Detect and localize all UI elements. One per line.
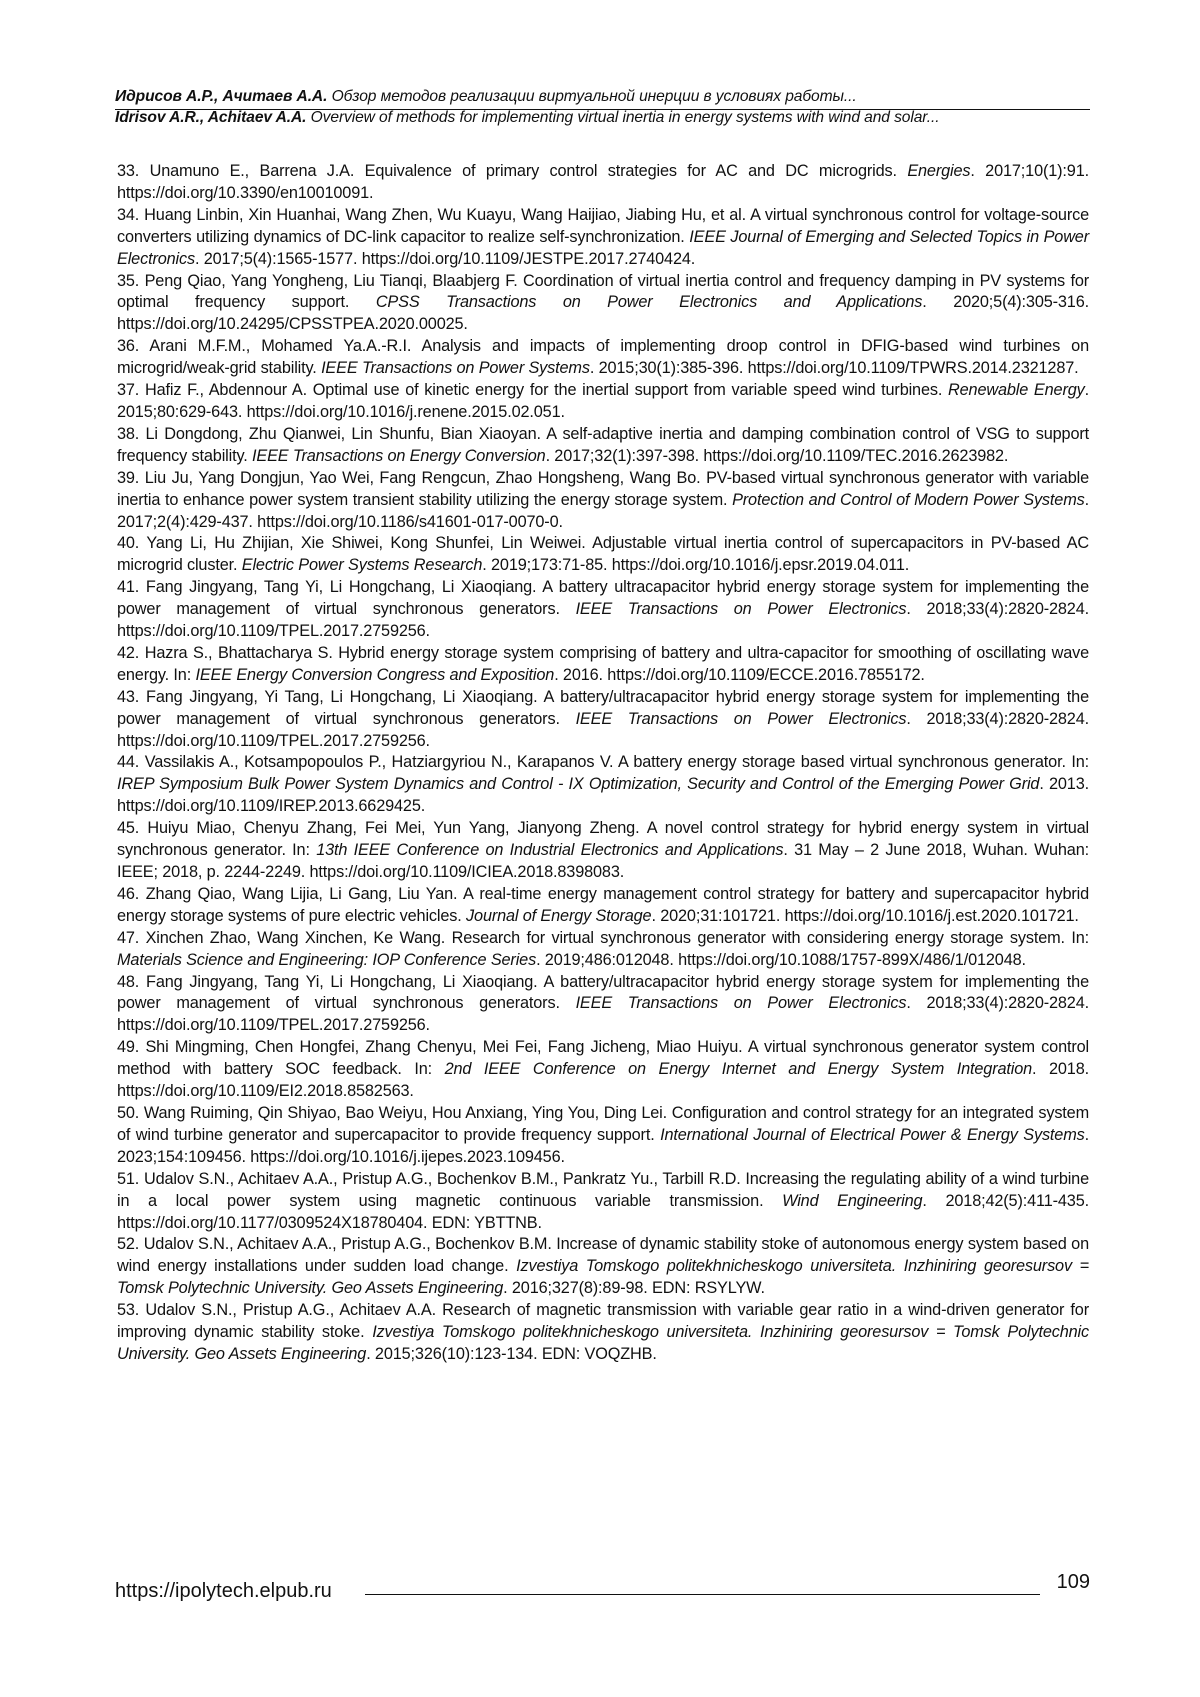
reference-text: 44. Vassilakis A., Kotsampopoulos P., Hatziargyriou N., Karapanos V. A battery energy storage based virtual synchronous generator. In: [117, 753, 1089, 772]
running-header-en [115, 107, 1090, 128]
reference-details: . 2015;326(10):123-134. EDN: VOQZHB. [366, 1344, 657, 1363]
reference-details: . 31 May – 2 June 2018, Wuhan. Wuhan: IEEE; 2018, p. 2244-2249. https://doi.org/10.1109/ICIEA.2018.8398083. [117, 841, 1089, 881]
reference-details: . 2015;30(1):385-396. https://doi.org/10.1109/TPWRS.2014.2321287. [589, 359, 1079, 378]
reference-item [117, 468, 1089, 534]
running-header-ru [115, 86, 1090, 107]
reference-source: Materials Science and Engineering: IOP Conference Series [117, 950, 537, 969]
reference-details: . 2023;154:109456. https://doi.org/10.1016/j.ijepes.2023.109456. [117, 1125, 1089, 1166]
reference-item [117, 928, 1089, 972]
reference-item [117, 643, 1089, 687]
running-header [115, 86, 1090, 128]
reference-text: 46. Zhang Qiao, Wang Lijia, Li Gang, Liu Yan. A real-time energy management control strategy for battery and supercapacitor hybrid energy storage systems of pure electric vehicles. [117, 884, 1089, 925]
reference-source: International Journal of Electrical Power & Energy Systems [660, 1125, 1085, 1144]
reference-source: 13th IEEE Conference on Industrial Electronics and Applications [316, 841, 784, 860]
reference-details: . 2018;33(4):2820-2824. https://doi.org/10.1109/TPEL.2017.2759256. [117, 994, 1089, 1035]
reference-source: IEEE Transactions on Power Systems [321, 359, 590, 378]
reference-details: . 2015;80:629-643. https://doi.org/10.1016/j.renene.2015.02.051. [117, 381, 1089, 421]
reference-source: Wind Engineering [782, 1191, 923, 1210]
reference-text: 33. Unamuno E., Barrena J.A. Equivalence of primary control strategies for AC and DC microgrids. [117, 162, 908, 180]
reference-source: 2nd IEEE Conference on Energy Internet and Energy System Integration [444, 1060, 1033, 1079]
header-divider [115, 109, 1090, 110]
reference-item [117, 818, 1089, 884]
reference-list [117, 161, 1089, 1366]
reference-details: . 2018;42(5):411-435. https://doi.org/10.1177/0309524X18780404. EDN: YBTTNB. [117, 1191, 1089, 1232]
reference-item [117, 271, 1089, 337]
reference-text: 40. Yang Li, Hu Zhijian, Xie Shiwei, Kong Shunfei, Lin Weiwei. Adjustable virtual inertia control of supercapacitors in PV-based AC microgrid cluster. [117, 534, 1089, 575]
reference-item [117, 687, 1089, 753]
reference-item [117, 380, 1089, 424]
reference-source: IEEE Transactions on Power Electronics [575, 709, 907, 728]
reference-item [117, 533, 1089, 577]
reference-details: . 2013. https://doi.org/10.1109/IREP.2013.6629425. [117, 775, 1089, 816]
reference-text: 48. Fang Jingyang, Tang Yi, Li Hongchang, Li Xiaoqiang. A battery/ultracapacitor hybrid energy storage system for implementing the power management of virtual synchronous generators. [117, 972, 1089, 1013]
reference-item [117, 752, 1089, 818]
reference-text: 53. Udalov S.N., Pristup A.G., Achitaev A.A. Research of magnetic transmission with variable gear ratio in a wind-driven generator for improving dynamic stability stoke. [117, 1301, 1089, 1342]
reference-text: 38. Li Dongdong, Zhu Qianwei, Lin Shunfu, Bian Xiaoyan. A self-adaptive inertia and damping combination control of VSG to support frequency stability. [117, 424, 1089, 465]
reference-source: IEEE Journal of Emerging and Selected Topics in Power Electronics [117, 227, 1089, 268]
reference-details: . 2019;486:012048. https://doi.org/10.1088/1757-899X/486/1/012048. [536, 950, 1026, 969]
reference-details: . 2017;2(4):429-437. https://doi.org/10.1186/s41601-017-0070-0. [117, 490, 1089, 531]
reference-text: 47. Xinchen Zhao, Wang Xinchen, Ke Wang. Research for virtual synchronous generator with considering energy storage system. In: [117, 928, 1089, 947]
reference-source: Protection and Control of Modern Power Systems [732, 490, 1085, 509]
reference-source: IEEE Transactions on Energy Conversion [252, 446, 546, 465]
page-footer [115, 1571, 1090, 1606]
reference-source: Journal of Energy Storage [466, 906, 652, 925]
reference-item [117, 577, 1089, 643]
reference-text: 39. Liu Ju, Yang Dongjun, Yao Wei, Fang Rengcun, Zhao Hongsheng, Wang Bo. PV-based virtual synchronous generator with variable inertia to enhance power system transient stability utilizing the energy storage system. [117, 468, 1089, 509]
reference-text: 37. Hafiz F., Abdennour A. Optimal use of kinetic energy for the inertial support from variable speed wind turbines. [117, 381, 949, 400]
reference-text: 41. Fang Jingyang, Tang Yi, Li Hongchang, Li Xiaoqiang. A battery ultracapacitor hybrid energy storage system for implementing the power management of virtual synchronous generators. [117, 578, 1089, 619]
reference-item [117, 884, 1089, 928]
reference-source: Renewable Energy [948, 381, 1085, 400]
reference-source: Izvestiya Tomskogo politekhnicheskogo universiteta. Inzhiniring georesursov = Tomsk Polytechnic University. Geo Assets Engineering [117, 1323, 1089, 1363]
reference-details: . 2019;173:71-85. https://doi.org/10.1016/j.epsr.2019.04.011. [482, 556, 910, 575]
reference-details: . 2017;5(4):1565-1577. https://doi.org/10.1109/JESTPE.2017.2740424. [194, 249, 696, 268]
reference-item [117, 336, 1089, 380]
reference-source: Izvestiya Tomskogo politekhnicheskogo universiteta. Inzhiniring georesursov = Tomsk Polytechnic University. Geo Assets Engineering [117, 1257, 1089, 1298]
reference-details: . 2017;32(1):397-398. https://doi.org/10.1109/TEC.2016.2623982. [545, 446, 1009, 465]
reference-source: IREP Symposium Bulk Power System Dynamics and Control - IX Optimization, Security and Control of the Emerging Power Grid [117, 775, 1040, 794]
reference-text: 49. Shi Mingming, Chen Hongfei, Zhang Chenyu, Mei Fei, Fang Jicheng, Miao Huiyu. A virtual synchronous generator system control method with battery SOC feedback. In: [117, 1038, 1089, 1079]
reference-item [117, 424, 1089, 468]
header-ru-title: Обзор методов реализации виртуальной инерции в условиях работы... [331, 88, 857, 105]
reference-source: CPSS Transactions on Power Electronics and Applications [375, 293, 923, 312]
reference-item [117, 972, 1089, 1038]
reference-item [117, 1234, 1089, 1300]
header-ru-authors: Идрисов А.Р., Ачитаев А.А. [115, 88, 328, 105]
header-en-authors: Idrisov A.R., Achitaev A.A. [115, 109, 307, 126]
footer-divider [365, 1594, 1040, 1595]
reference-details: . 2020;31:101721. https://doi.org/10.1016/j.est.2020.101721. [651, 906, 1079, 925]
reference-text: 34. Huang Linbin, Xin Huanhai, Wang Zhen, Wu Kuayu, Wang Haijiao, Jiabing Hu, et al. A virtual synchronous control for voltage-source converters utilizing dynamics of DC-link capacitor to realize self-synchronization. [117, 205, 1089, 246]
reference-details: . 2017;10(1):91. https://doi.org/10.3390/en10010091. [117, 162, 1089, 202]
reference-details: . 2018;33(4):2820-2824. https://doi.org/10.1109/TPEL.2017.2759256. [117, 600, 1089, 641]
reference-item [117, 1037, 1089, 1103]
reference-item [117, 161, 1089, 205]
reference-item [117, 1300, 1089, 1366]
reference-text: 36. Arani M.F.M., Mohamed Ya.A.-R.I. Analysis and impacts of implementing droop control in DFIG-based wind turbines on microgrid/weak-grid stability. [117, 337, 1089, 378]
reference-details: . 2018. https://doi.org/10.1109/EI2.2018.8582563. [117, 1060, 1089, 1101]
reference-details: . 2020;5(4):305-316. https://doi.org/10.24295/CPSSTPEA.2020.00025. [117, 293, 1089, 334]
reference-text: 52. Udalov S.N., Achitaev A.A., Pristup A.G., Bochenkov B.M. Increase of dynamic stability stoke of autonomous energy system based on wind energy installations under sudden load change. [117, 1235, 1089, 1276]
header-en-title: Overview of methods for implementing virtual inertia in energy systems with wind and solar... [310, 109, 940, 126]
reference-text: 45. Huiyu Miao, Chenyu Zhang, Fei Mei, Yun Yang, Jianyong Zheng. A novel control strategy for hybrid energy system in virtual synchronous generator. In: [117, 819, 1089, 860]
reference-source: Energies [907, 162, 971, 180]
reference-details: . 2016. https://doi.org/10.1109/ECCE.2016.7855172. [554, 665, 925, 684]
reference-source: IEEE Energy Conversion Congress and Exposition [195, 665, 555, 684]
reference-source: IEEE Transactions on Power Electronics [575, 600, 907, 619]
footer-url-link[interactable]: https://ipolytech.elpub.ru [115, 1580, 332, 1602]
reference-details: . 2016;327(8):89-98. EDN: RSYLYW. [503, 1279, 765, 1298]
reference-source: IEEE Transactions on Power Electronics [575, 994, 907, 1013]
reference-text: 43. Fang Jingyang, Yi Tang, Li Hongchang, Li Xiaoqiang. A battery/ultracapacitor hybrid energy storage system for implementing the power management of virtual synchronous generators. [117, 687, 1089, 728]
reference-item [117, 1103, 1089, 1169]
reference-text: 51. Udalov S.N., Achitaev A.A., Pristup A.G., Bochenkov B.M., Pankratz Yu., Tarbill R.D. Increasing the regulating ability of a wind turbine in a local power system using magnetic continuous variable transmission. [117, 1169, 1089, 1210]
reference-text: 42. Hazra S., Bhattacharya S. Hybrid energy storage system comprising of battery and ultra-capacitor for smoothing of oscillating wave energy. In: [117, 643, 1089, 684]
reference-source: Electric Power Systems Research [241, 556, 483, 575]
reference-text: 50. Wang Ruiming, Qin Shiyao, Bao Weiyu, Hou Anxiang, Ying You, Ding Lei. Configuration and control strategy for an integrated system of wind turbine generator and supercapacitor to provide frequency support. [117, 1103, 1089, 1144]
page-number: 109 [1056, 1571, 1090, 1593]
reference-details: . 2018;33(4):2820-2824. https://doi.org/10.1109/TPEL.2017.2759256. [117, 709, 1089, 750]
reference-item [117, 1169, 1089, 1235]
reference-text: 35. Peng Qiao, Yang Yongheng, Liu Tianqi, Blaabjerg F. Coordination of virtual inertia control and frequency damping in PV systems for optimal frequency support. [117, 271, 1089, 312]
reference-item [117, 205, 1089, 271]
